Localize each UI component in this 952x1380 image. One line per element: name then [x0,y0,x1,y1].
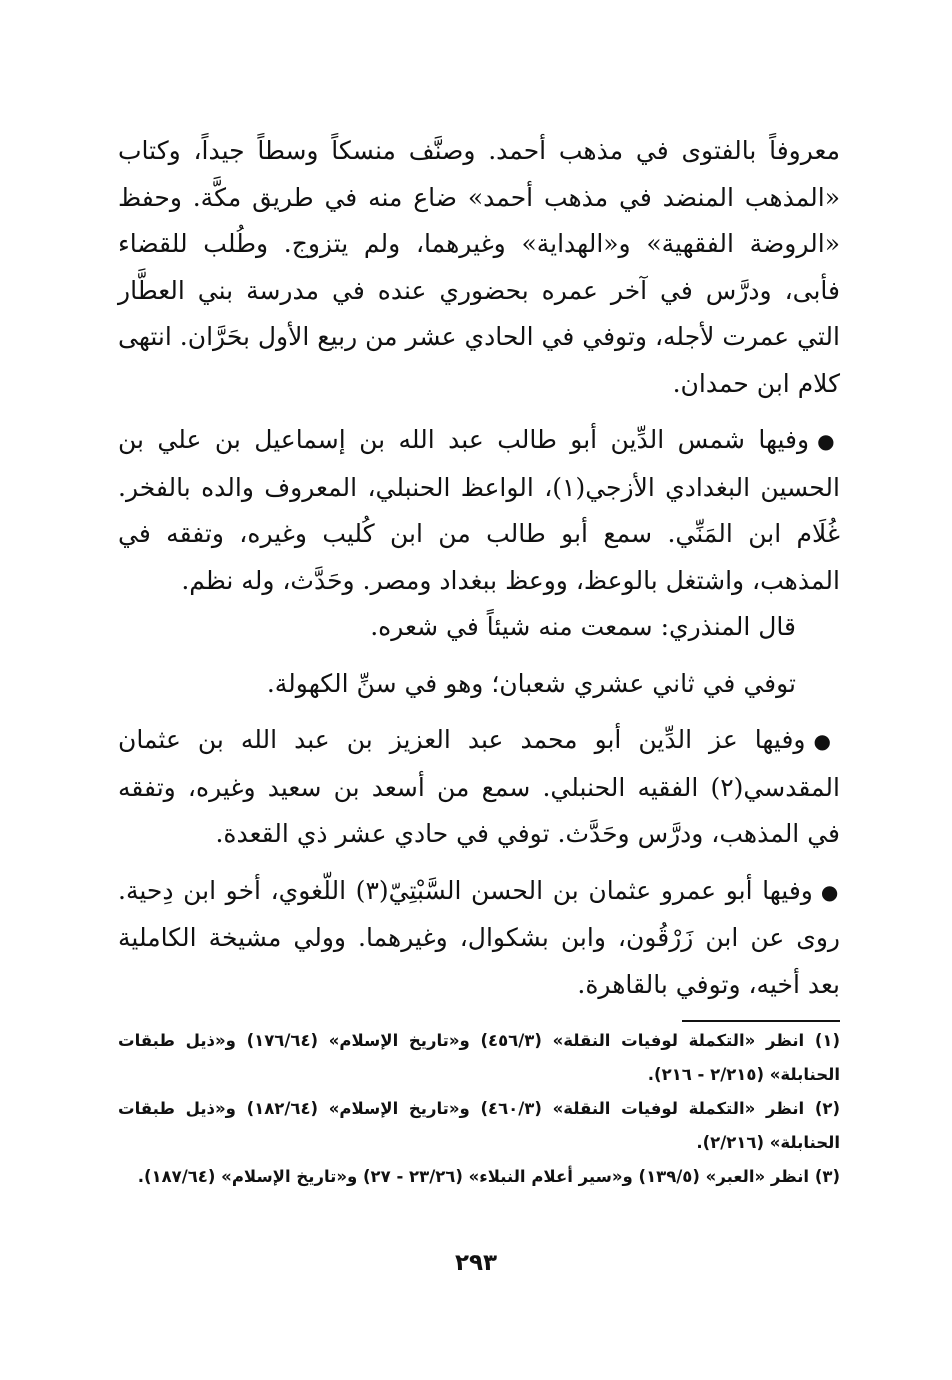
main-text [118,128,840,1008]
paragraph-death-note: توفي في ثاني عشري شعبان؛ وهو في سنِّ الكهولة. [266,668,796,698]
paragraph-mundhiri-quote: قال المنذري: سمعت منه شيئاً في شعره. [370,612,796,641]
paragraph-shams-al-din [118,417,840,604]
bullet-icon: ● [813,729,840,753]
footnotes [118,1024,840,1194]
page-number: ٢٩٣ [454,1250,498,1276]
footnote-separator [682,1020,840,1022]
paragraph-abu-amr-uthman [118,868,840,1009]
paragraph-izz-al-din [118,717,840,858]
paragraph-text: وفيها عز الدِّين أبو محمد عبد العزيز بن عبد الله بن عثمان المقدسي(٢) الفقيه الحنبلي. سمع من أسعد بن سعيد وغيره، وتفقه في المذهب، ودرَّس وحَدَّث. توفي في حادي عشر ذي القعدة. [118,725,840,848]
footnote-2: (٢) انظر «التكملة لوفيات النقلة» (٤٦٠/٣) و«تاريخ الإسلام» (١٨٢/٦٤) و«ذيل طبقات الحنابلة» (٢/٢١٦). [118,1099,841,1152]
paragraph-ibn-hamdan-biography: معروفاً بالفتوى في مذهب أحمد. وصنَّف منسكاً وسطاً جيداً، وكتاب «المذهب المنضد في مذهب أحمد» ضاع منه في طريق مكَّة. وحفظ «الروضة الفقهية» و«الهداية» وغيرهما، ولم يتزوج. وطُلب للقضاء فأبى، ودرَّس في آخر عمره بحضوري عنده في مدرسة بني العطَّار التي عمرت لأجله، وتوفي في الحادي عشر من ربيع الأول بحَرَّان. انتهى كلام ابن حمدان. [118,136,840,398]
bullet-icon: ● [820,879,841,904]
paragraph-text: وفيها أبو عمرو عثمان بن الحسن السَّبْتِيّ(٣) اللّغوي، أخو ابن دِحية. روى عن ابن زَرْقُون، وابن بشكوال، وغيرهما. وولي مشيخة الكاملية بعد أخيه، وتوفي بالقاهرة. [118,875,840,999]
footnote-1: (١) انظر «التكملة لوفيات النقلة» (٤٥٦/٣) و«تاريخ الإسلام» (١٧٦/٦٤) و«ذيل طبقات الحنابلة» (٢/٢١٥ - ٢١٦). [118,1031,841,1084]
footnote-3: (٣) انظر «العبر» (١٣٩/٥) و«سير أعلام النبلاء» (٢٣/٢٦ - ٢٧) و«تاريخ الإسلام» (١٨٧/٦٤). [137,1167,840,1186]
paragraph-text: وفيها شمس الدِّين أبو طالب عبد الله بن إسماعيل بن علي بن الحسين البغدادي الأزجي(١)، الواعظ الحنبلي، المعروف والده بالفخر. غُلَام ابن المَنِّي. سمع أبو طالب من ابن كُليب وغيره، وتفقه في المذهب، واشتغل بالوعظ، ووعظ ببغداد ومصر. وحَدَّث، وله نظم. [118,425,840,595]
bullet-icon: ● [817,429,841,453]
